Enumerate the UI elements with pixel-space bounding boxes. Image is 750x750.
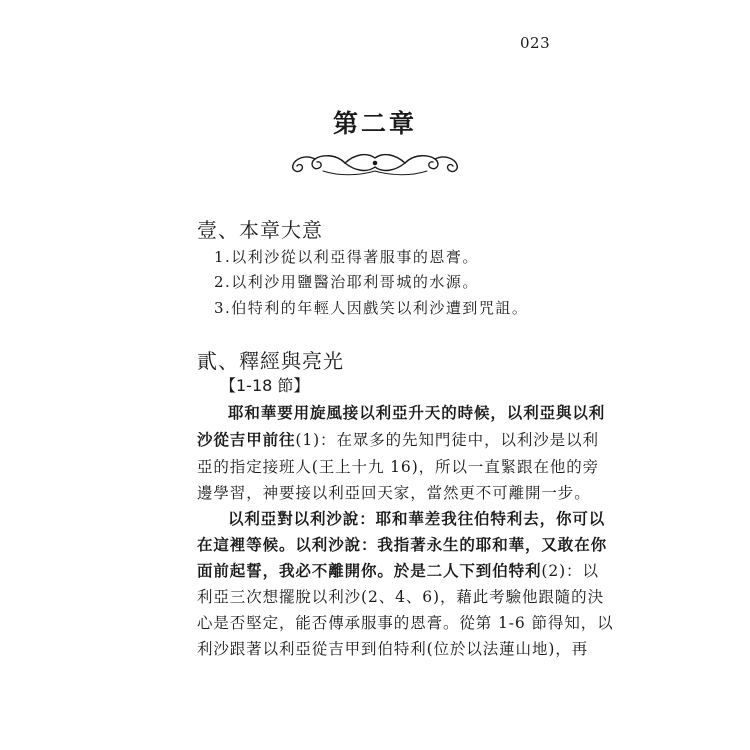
flourish-ornament-icon <box>283 145 467 181</box>
list-item: 3.伯特利的年輕人因戲笑以利沙遭到咒詛。 <box>214 299 529 317</box>
paragraph-line: 心是否堅定，能否傳承服事的恩膏。從第 1-6 節得知，以 <box>197 614 614 632</box>
paragraph-line: 亞的指定接班人(王上十九 16)，所以一直緊跟在他的旁 <box>197 458 600 476</box>
paragraph-line: 在這裡等候。以利沙說：我指著永生的耶和華，又敢在你 <box>197 535 608 554</box>
paragraph-line: 利亞三次想擺脫以利沙(2、4、6)，藉此考驗他跟隨的決 <box>197 588 604 606</box>
section-heading-exegesis: 貳、釋經與亮光 <box>197 349 344 373</box>
list-item: 2.以利沙用鹽醫治耶利哥城的水源。 <box>214 273 479 291</box>
paragraph-line: 邊學習，神要接以利亞回天家，當然更不可離開一步。 <box>197 484 591 502</box>
paragraph-line <box>197 428 599 450</box>
paragraph-line <box>197 559 599 581</box>
page-number: 023 <box>520 34 551 52</box>
paragraph-line: 耶和華要用旋風接以利亞升天的時候，以利亞與以利 <box>228 403 606 422</box>
paragraph-line: 利沙跟著以利亞從吉甲到伯特利(位於以法蓮山地)，再 <box>197 640 589 658</box>
section-heading-summary: 壹、本章大意 <box>197 218 323 242</box>
body-text: (1)：在眾多的先知門徒中，以利沙是以利 <box>295 431 599 449</box>
verse-reference: 【1-18 節】 <box>220 376 310 395</box>
paragraph-line: 以利亞對以利沙說：耶和華差我往伯特利去，你可以 <box>228 509 606 528</box>
bold-text: 面前起誓，我必不離開你。於是二人下到伯特利 <box>197 561 542 580</box>
list-item: 1.以利沙從以利亞得著服事的恩膏。 <box>214 248 479 266</box>
body-text: (2)：以 <box>541 562 599 580</box>
chapter-title: 第二章 <box>332 109 417 138</box>
bold-text: 沙從吉甲前往 <box>197 430 296 449</box>
